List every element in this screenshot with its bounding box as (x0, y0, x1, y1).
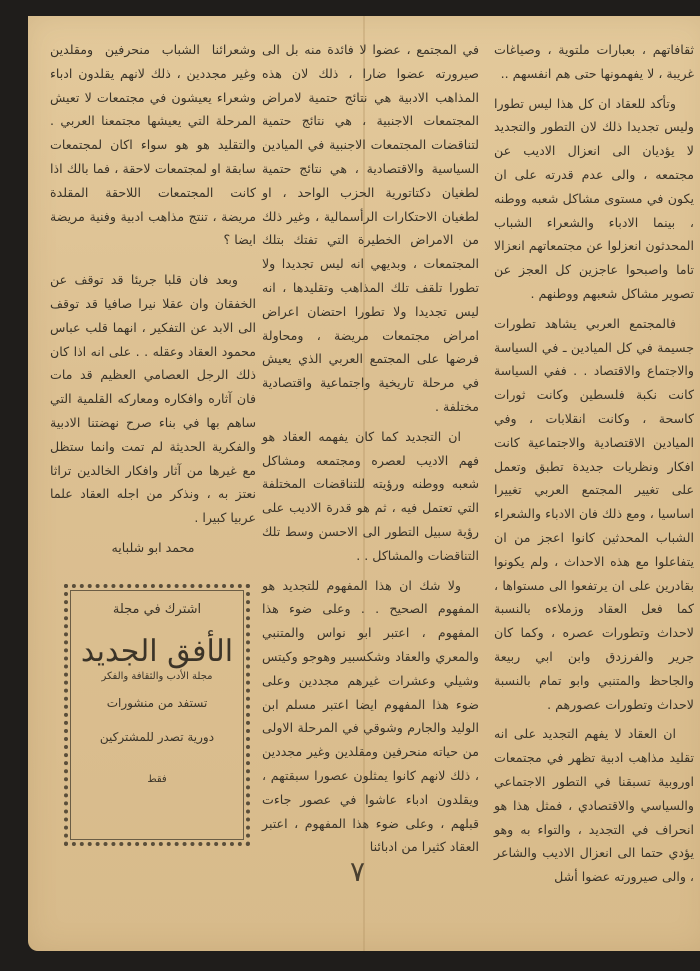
author-signature: محمد ابو شلبايه (111, 539, 195, 555)
paragraph: في المجتمع ، عضوا لا فائدة منه بل الى صيرورته عضوا ضارا ، ذلك لان هذه المذاهب الادبية هي نتائج حتمية لامراض المجتمعات الاجنبية ، هي نتائج حتمية لتناقضات المجتمعات الاجنبية في الميادين السياسية والاقتصادية ، هي نتائج حتمية لطغيان دكتاتورية الحزب الواحد ، او لطغيان الاحتكارات الرأسمالية ، وغير ذلك من الامراض الخطيرة التي تفتك بتلك المجتمعات ، وبديهي انه ليس تجديدا ولا تطورا تلقف تلك المذاهب وتقليدها ، انه ليس تجديدا ولا تطورا احتضان اعراض امراض مجتمعات مريضة ، ومحاولة فرضها على المجتمع العربي الذي يعيش في مرحلة تاريخية واجتماعية واقتصادية مختلفة . (262, 42, 479, 414)
ad-magazine-subtitle: مجلة الأدب والثقافة والفكر (101, 671, 213, 682)
paragraph: ولا شك ان هذا المفهوم للتجديد هو المفهوم الصحيح . . وعلى ضوء هذا المفهوم ، اعتبر ابو نواس والمتنبي والمعري والعقاد وشكسبير وهوجو وكيتس وشيلي وعشرات غيرهم مجددين وعلى ضوء هذا المفهوم ايضا اعتبر مسلم ابن الوليد والجارم وشوقي في المرحلة الاولى من حياته منحرفين ومقلدين وغير مجددين ، ذلك لانهم كانوا يمثلون عصورا سبقتهم ، ويقلدون ادباء عاشوا في عصور جاءت قبلهم ، وعلى ضوء هذا المفهوم ، اعتبر العقاد كثيرا من ادبائنا (262, 577, 479, 855)
subscription-advertisement (64, 584, 250, 846)
paragraph: وشعرائنا الشباب منحرفين ومقلدين وغير مجددين ، ذلك لانهم يقلدون ادباء وشعراء يعيشون في مجتمعات لا تعيش المرحلة التي يعيشها مجتمعنا العربي . والتقليد هو هو سواء اكان لمجتمعات سابقة او لمجتمعات لاحقة ، فما بالك اذا كانت المجتمعات اللاحقة المقلدة مريضة ، تنتج مذاهب ادبية وفنية مريضة ايضا ؟ (50, 42, 256, 248)
article-column-right (494, 38, 694, 889)
ad-only-line: فقط (147, 774, 167, 785)
paragraph: وتأكد للعقاد ان كل هذا ليس تطورا وليس تجديدا ذلك لان التطور والتجديد لا يؤديان الى انعزال الاديب عن مجتمعه ، والى عدم قدرته على ان يكون في مستوى مشاكل شعبه ووطنه ، بينما الادباء والشعراء الشباب المحدثون انعزلوا عن مجتمعاتهم انعزالا تاما واصبحوا عاجزين كل العجز عن تصوير مشاكل شعبهم ووطنهم . (494, 95, 694, 301)
paragraph: وبعد فان قلبا جريئا قد توقف عن الخفقان وان عقلا نيرا صافيا قد توقف الى الابد عن التفكير ، انهما قلب عباس محمود العقاد وعقله . . على انه اذا كان ذلك الرجل العصامي العظيم قد مات فان آثاره وافكاره ومعاركه القلمية التي ساهم بها في بناء صرح نهضتنا الادبية والفكرية الحديثة لم تمت وانما ستظل مع غيرها من آثار وافكار الخالدين تراثا نعتز به ، ونذكر من اجله العقاد علما عربيا كبيرا . (50, 272, 256, 526)
paragraph: ان العقاد لا يفهم التجديد على انه تقليد مذاهب ادبية تظهر في مجتمعات اوروبية تسبقنا في التطور الاجتماعي والسياسي والاقتصادي ، فمثل هذا هو انحراف في التجديد ، والتواء به وهو يؤدي حتما الى انعزال الاديب والشاعر ، والى صيرورته عضوا أشل (494, 726, 694, 885)
paragraph: فالمجتمع العربي يشاهد تطورات جسيمة في كل الميادين ـ في السياسة والاجتماع والاقتصاد . . ففي السياسة كانت نكبة فلسطين وكانت ثورات كاسحة ، وكانت انقلابات ، وفي الميادين الاقتصادية والاجتماعية كانت افكار ونظريات جديدة تطبق وتعمل على تغيير المجتمع العربي تغييرا اساسيا ، ومع ذلك فان الادباء والشعراء الشباب المحدثين كانوا اعجز من ان يتفاعلوا مع هذه الاحداث ، ولم يكونوا بقادرين على ان يرتفعوا الى مستواها ، كما فعل العقاد وزملاءه بالنسبة لاحداث وتطورات عصره ، وكما كان جرير والفرزدق وابن ابي ربيعة والجاحظ والمتنبي وابو تمام بالنسبة لاحداث وتطورات عصورهم . (494, 315, 694, 712)
ad-benefit-line: تستفد من منشورات (106, 696, 208, 710)
page-number: ٧ (350, 855, 366, 888)
paragraph: ثقافاتهم ، بعبارات ملتوية ، وصياغات غريبة ، لا يفهمونها حتى هم انفسهم .. (494, 42, 694, 81)
ad-periodical-line: دورية تصدر للمشتركين (99, 730, 215, 744)
ad-magazine-title: الأفق الجديد (80, 634, 234, 669)
ad-subscribe-line: اشترك في مجلة (112, 602, 202, 617)
paragraph: ان التجديد كما كان يفهمه العقاد هو فهم الاديب لعصره ومجتمعه ومشاكل شعبه ووطنه ورؤيته للتناقضات المختلفة التي تعتمل فيه ، ثم هو قدرة الاديب على رؤية سبيل التطور الى الاحسن وسط تلك التناقضات والمشاكل . . (262, 428, 479, 563)
article-column-left (50, 38, 256, 560)
article-column-middle (262, 38, 479, 859)
